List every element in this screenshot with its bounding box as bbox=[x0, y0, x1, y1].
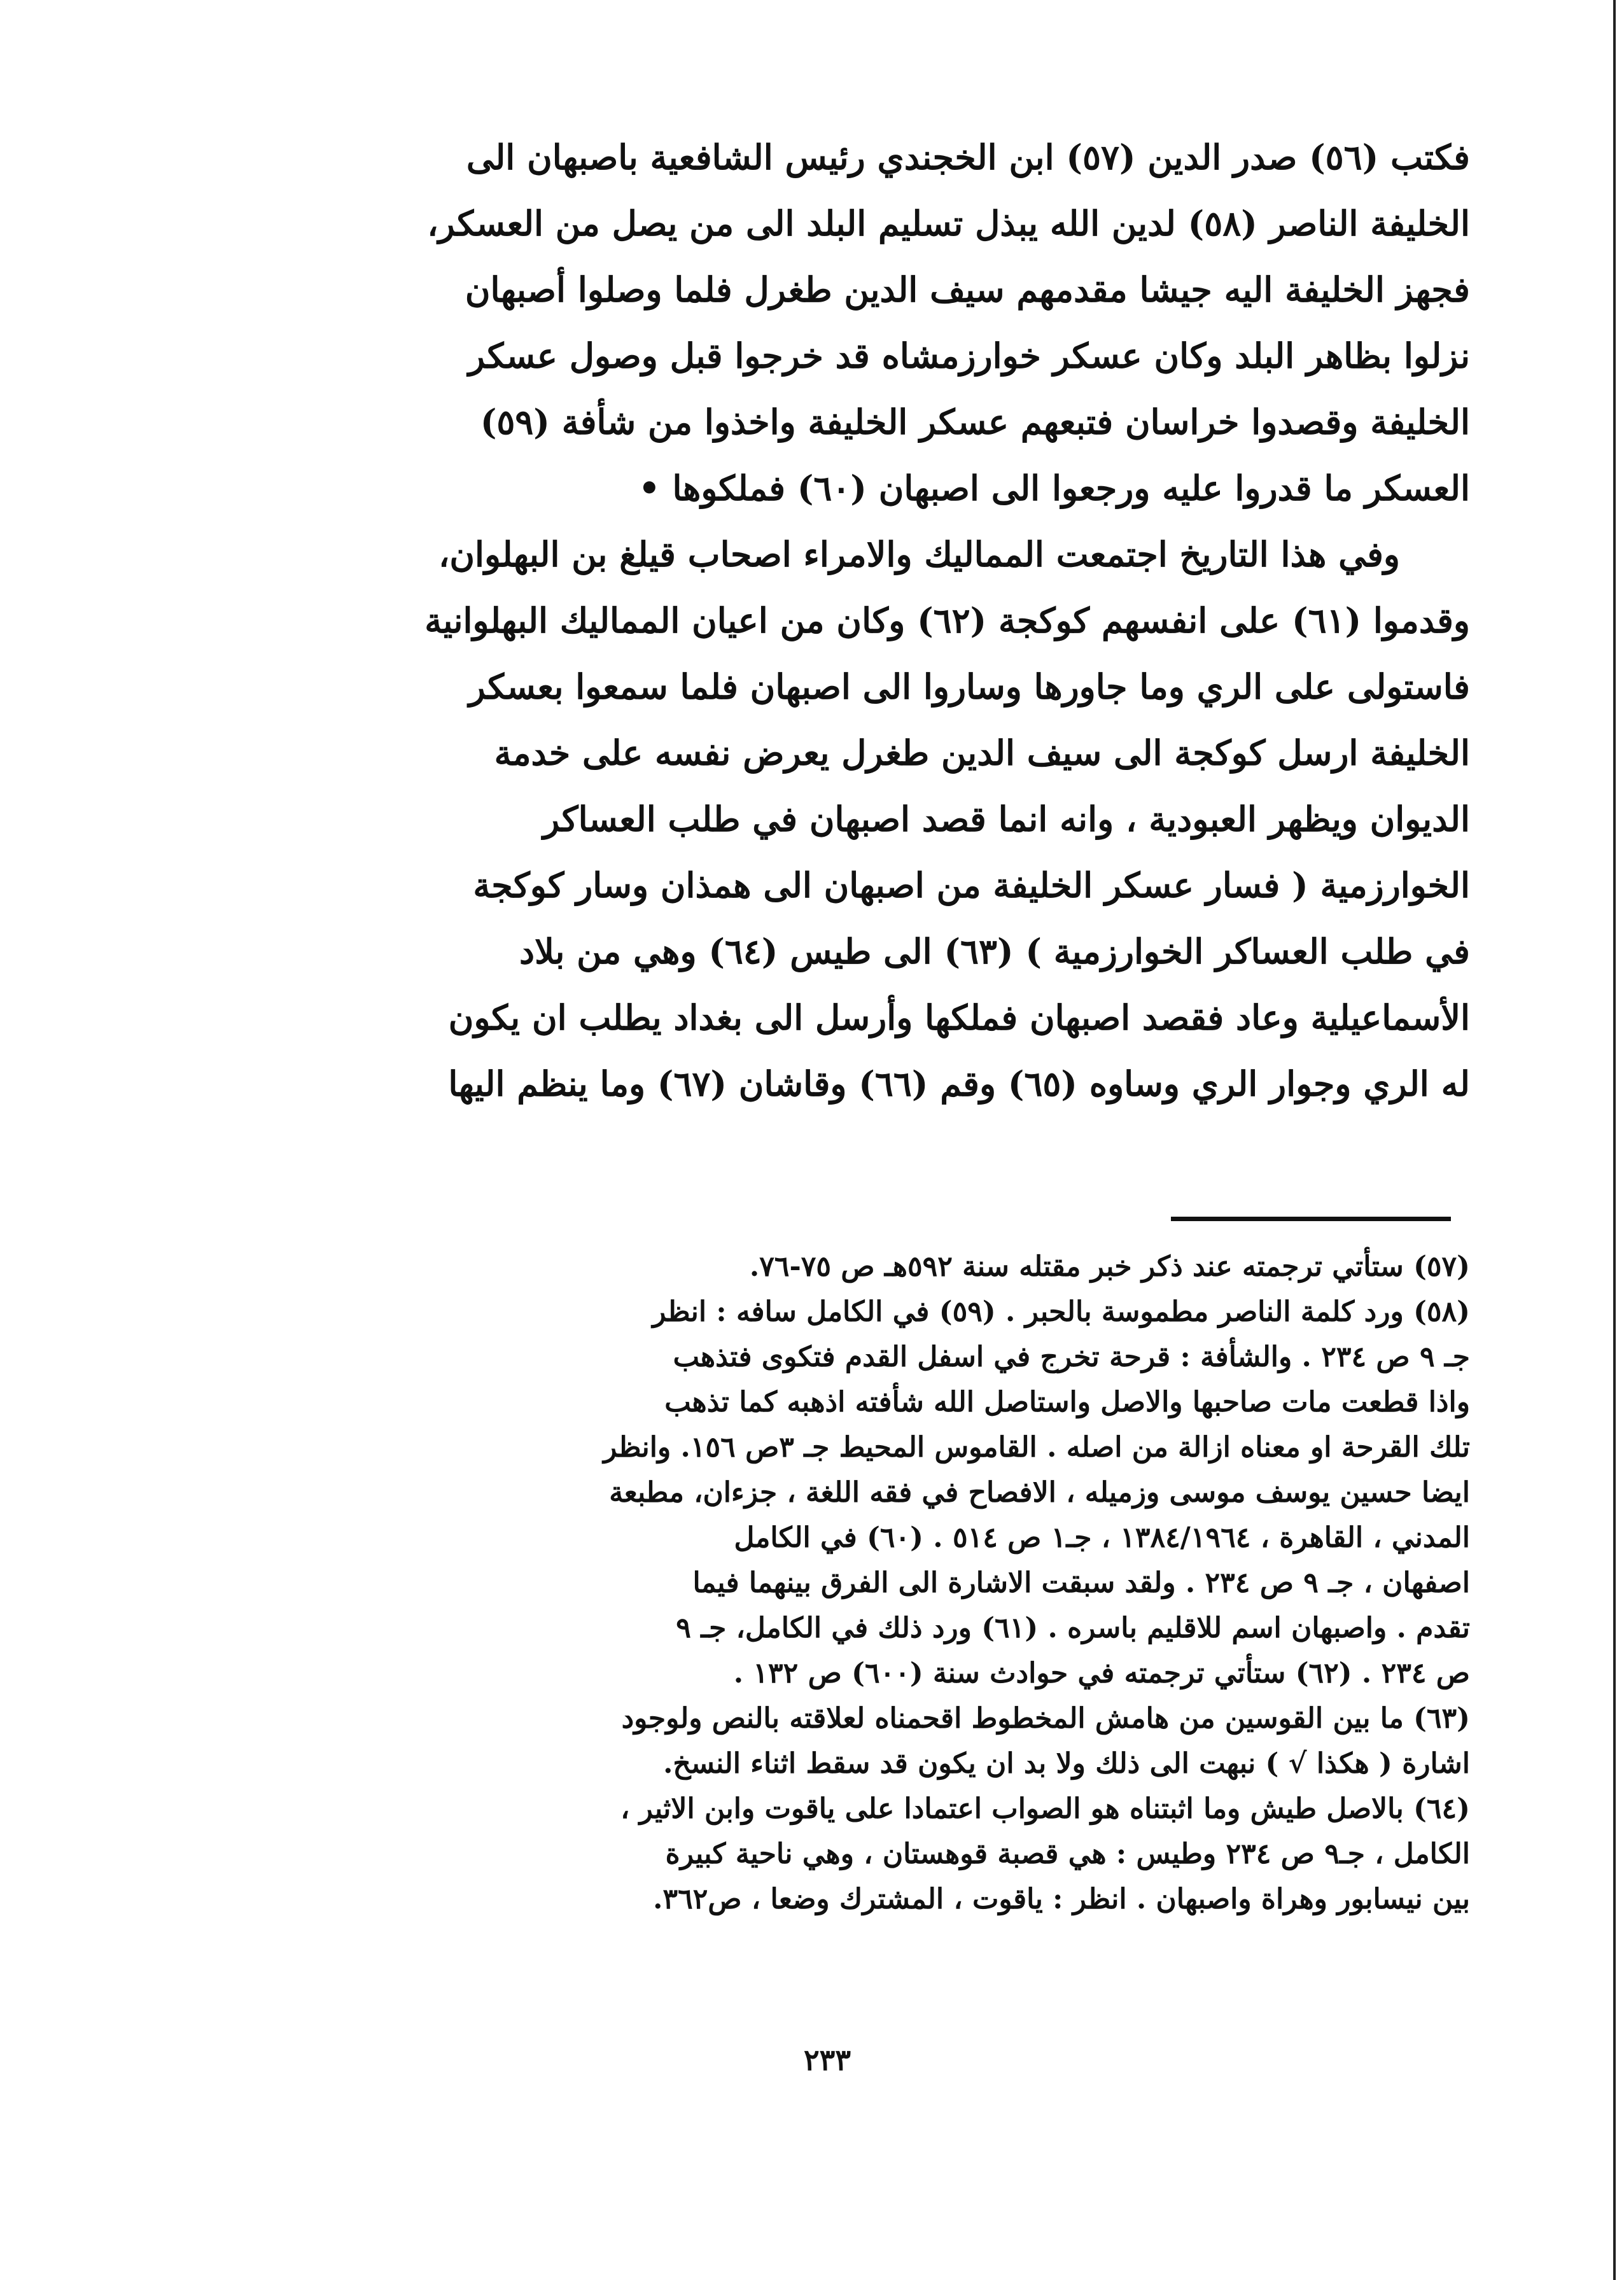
main-text-line: فجهز الخليفة اليه جيشا مقدمهم سيف الدين طغرل فلما وصلوا أصبهان bbox=[465, 269, 1470, 310]
main-text-line: الديوان ويظهر العبودية ، وانه انما قصد اصبهان في طلب العساكر bbox=[543, 799, 1470, 839]
main-text-line: الخليفة ارسل كوكجة الى سيف الدين طغرل يعرض نفسه على خدمة bbox=[494, 732, 1470, 773]
main-text-line: له الري وجوار الري وساوه (٦٥) وقم (٦٦) وقاشان (٦٧) وما ينظم اليها bbox=[448, 1063, 1470, 1104]
footnotes-block bbox=[299, 1244, 1470, 1922]
footnote-line: (٥٨) ورد كلمة الناصر مطموسة بالحبر . (٥٩) في الكامل سافه : انظر bbox=[652, 1296, 1470, 1328]
footnote-line: بين نيسابور وهراة واصبهان . انظر : ياقوت ، المشترك وضعا ، ص٣٦٢. bbox=[653, 1883, 1470, 1915]
main-text-line: فكتب (٥٦) صدر الدين (٥٧) ابن الخجندي رئيس الشافعية باصبهان الى bbox=[466, 137, 1470, 178]
footnote-line: (٦٣) ما بين القوسين من هامش المخطوط اقحمناه لعلاقته بالنص ولوجود bbox=[621, 1702, 1470, 1735]
footnote-line: واذا قطعت مات صاحبها والاصل واستاصل الله شأفته اذهبه كما تذهب bbox=[664, 1386, 1470, 1418]
footnote-line: (٦٤) بالاصل طيش وما اثبتناه هو الصواب اعتمادا على ياقوت وابن الاثير ، bbox=[620, 1793, 1470, 1825]
main-text-line: فاستولى على الري وما جاورها وساروا الى اصبهان فلما سمعوا بعسكر bbox=[468, 666, 1470, 707]
footnote-line: ايضا حسين يوسف موسى وزميله ، الافصاح في فقه اللغة ، جزءان، مطبعة bbox=[609, 1476, 1470, 1509]
main-text-line: الخوارزمية ( فسار عسكر الخليفة من اصبهان الى همذان وسار كوكجة bbox=[473, 865, 1470, 906]
main-text-block bbox=[305, 124, 1470, 1117]
footnote-line: تقدم . واصبهان اسم للاقليم باسره . (٦١) ورد ذلك في الكامل، جـ ٩ bbox=[676, 1612, 1470, 1644]
main-text-line: وقدموا (٦١) على انفسهم كوكجة (٦٢) وكان من اعيان المماليك البهلوانية bbox=[424, 600, 1470, 641]
main-text-line: نزلوا بظاهر البلد وكان عسكر خوارزمشاه قد خرجوا قبل وصول عسكر bbox=[468, 335, 1470, 376]
main-text-line: الخليفة وقصدوا خراسان فتبعهم عسكر الخليفة واخذوا من شأفة (٥٩) bbox=[480, 402, 1470, 442]
main-text-line: وفي هذا التاريخ اجتمعت المماليك والامراء اصحاب قيلغ بن البهلوان، bbox=[438, 534, 1400, 575]
main-text-line: العسكر ما قدروا عليه ورجعوا الى اصبهان (٦٠) فملكوها • bbox=[638, 468, 1470, 508]
footnote-line: المدني ، القاهرة ، ١٣٨٤/١٩٦٤ ، جـ١ ص ٥١٤ . (٦٠) في الكامل bbox=[734, 1521, 1470, 1554]
footnote-line: اشارة ( هكذا √ ) نبهت الى ذلك ولا بد ان يكون قد سقط اثناء النسخ. bbox=[663, 1747, 1470, 1780]
footnote-line: ص ٢٣٤ . (٦٢) ستأتي ترجمته في حوادث سنة (٦٠٠) ص ١٣٢ . bbox=[733, 1657, 1470, 1689]
page-edge-line bbox=[1613, 0, 1616, 2280]
main-text-line: في طلب العساكر الخوارزمية ) (٦٣) الى طيس (٦٤) وهي من بلاد bbox=[519, 931, 1470, 972]
footnote-line: (٥٧) ستأتي ترجمته عند ذكر خبر مقتله سنة ٥٩٢هـ ص ٧٥-٧٦. bbox=[749, 1250, 1470, 1283]
footnote-separator bbox=[1171, 1217, 1451, 1221]
footnote-line: الكامل ، جـ٩ ص ٢٣٤ وطيس : هي قصبة قوهستان ، وهي ناحية كبيرة bbox=[665, 1838, 1470, 1870]
main-text-line: الخليفة الناصر (٥٨) لدين الله يبذل تسليم البلد الى من يصل من العسكر، bbox=[427, 203, 1470, 244]
footnote-line: جـ ٩ ص ٢٣٤ . والشأفة : قرحة تخرج في اسفل القدم فتكوى فتذهب bbox=[673, 1341, 1470, 1373]
footnote-line: اصفهان ، جـ ٩ ص ٢٣٤ . ولقد سبقت الاشارة الى الفرق بينهما فيما bbox=[692, 1567, 1470, 1599]
page-number: ٢٣٣ bbox=[803, 2043, 851, 2077]
footnote-line: تلك القرحة او معناه ازالة من اصله . القاموس المحيط جـ ٣ص ١٥٦. وانظر bbox=[603, 1431, 1470, 1464]
main-text-line: الأسماعيلية وعاد فقصد اصبهان فملكها وأرسل الى بغداد يطلب ان يكون bbox=[448, 997, 1470, 1038]
